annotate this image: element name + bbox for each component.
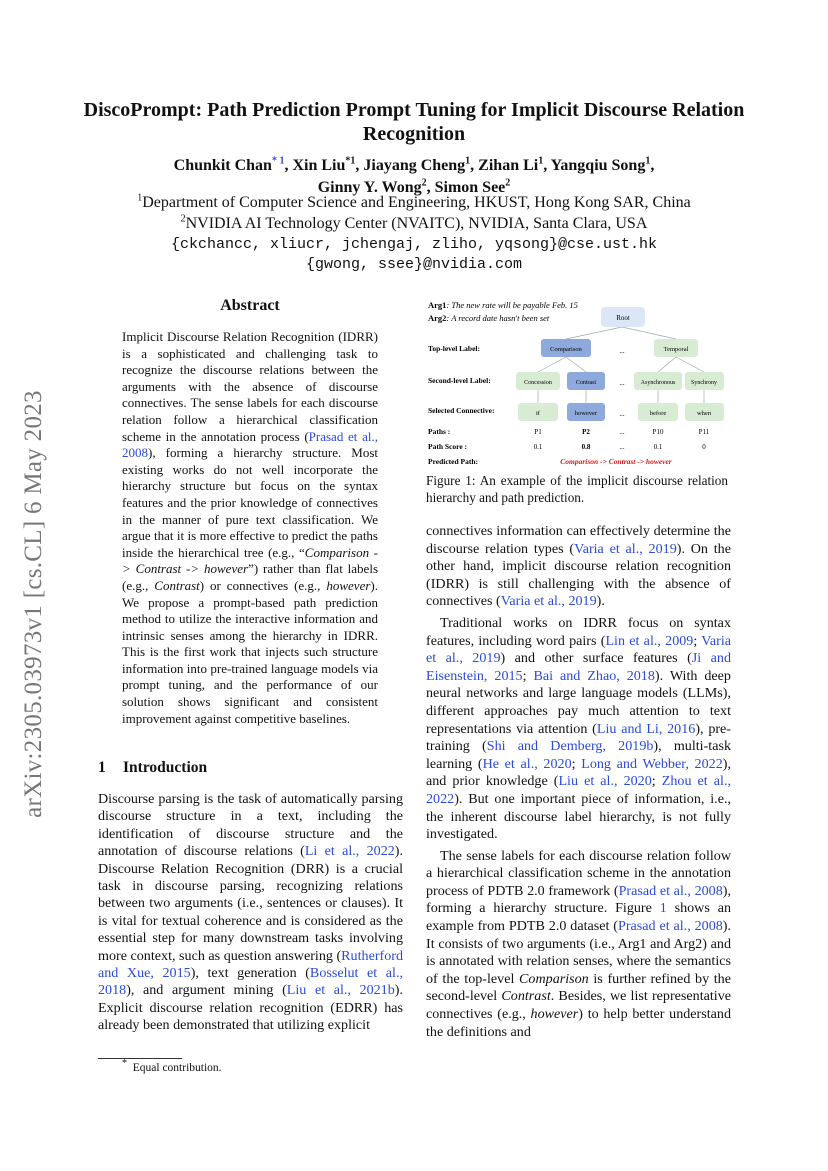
body-text: ). On the other hand, implicit discourse relation recognition (IDRR) is still challenging with the absence of connectives (: [426, 540, 731, 610]
author: Yangqiu Song: [550, 157, 646, 174]
citation-link[interactable]: Ji and Eisenstein, 2015: [426, 650, 731, 684]
citation-link[interactable]: He et al., 2020: [482, 755, 572, 772]
paragraph: [426, 523, 731, 611]
body-text: ), and argument mining (: [126, 982, 287, 999]
body-text: ). Explicit discourse relation recognition (EDRR) has already been demonstrated that utilizing explicit: [98, 982, 403, 1034]
citation-link[interactable]: Li et al., 2022: [304, 843, 395, 860]
abstract-body: [122, 329, 378, 727]
figure-caption: Figure 1: An example of the implicit discourse relation hierarchy and path prediction.: [426, 473, 728, 505]
intro-paragraph: [98, 791, 403, 1035]
paths-label: Paths :: [428, 427, 451, 436]
paper-title: DiscoPrompt: Path Prediction Prompt Tuning for Implicit Discourse Relation Recognition: [83, 99, 745, 145]
author-sup: * 1: [271, 155, 285, 167]
path-value: P11: [698, 428, 710, 436]
body-text: ) and other surface features (: [500, 650, 692, 667]
path-value: P10: [652, 428, 664, 436]
body-text: ;: [522, 667, 534, 684]
affiliation: [80, 213, 748, 234]
body-text: ). Discourse Relation Recognition (DRR) is a crucial task in discourse parsing, recognizing relations between two arguments (i.e., sentences or clauses). It is vital for textual coherence and is considered as the essential step for many downstream tasks involving more context, such as question answering (: [98, 843, 404, 964]
email-list: [80, 235, 748, 275]
citation-link[interactable]: Rutherford and Xue, 2015: [98, 947, 403, 982]
body-text: ), pre-training (: [426, 720, 732, 755]
path-value: P1: [534, 428, 542, 436]
citation-link[interactable]: Varia et al., 2019: [500, 593, 597, 610]
email-line: {ckchancc, xliucr, jchengaj, zliho, yqsong}@cse.ust.hk: [170, 236, 658, 253]
node-label: if: [536, 410, 540, 417]
ellipsis: ...: [619, 379, 625, 387]
citation-link[interactable]: Lin et al., 2009: [605, 632, 694, 649]
author: Ginny Y. Wong: [317, 179, 422, 196]
body-text: is further refined by the second-level: [426, 970, 731, 1005]
abstract-emphasis: Comparison -> Contrast -> however: [122, 544, 378, 577]
footnote-text: Equal contribution.: [132, 1062, 222, 1074]
node-label: Comparison: [550, 346, 582, 353]
author: Xin Liu: [292, 157, 346, 174]
author: Chunkit Chan: [173, 157, 272, 174]
section-title: Introduction: [123, 759, 208, 776]
body-text: ), text generation (: [190, 965, 310, 982]
abstract-text: ”) rather than flat labels (e.g.,: [122, 561, 378, 593]
node-label: Contrast: [575, 380, 597, 386]
section-heading-introduction: [98, 759, 398, 777]
affiliation: [80, 192, 748, 213]
body-text: connectives information can effectively determine the discourse relation types (: [426, 523, 731, 557]
body-text: ). It consists of two arguments (i.e., Arg1 and Arg2) and is annotated with relation senses, where the semantics of the top-level: [426, 918, 732, 987]
body-text: ;: [571, 755, 582, 772]
body-text: . Besides, we list representative connectives (e.g.,: [426, 988, 731, 1023]
body-text: ). With deep neural networks and large language models (LLMs), different approaches pay much attention to text representations via attention (: [426, 667, 731, 737]
citation-link[interactable]: Zhou et al., 2022: [426, 773, 731, 807]
arxiv-stamp: [14, 366, 54, 842]
abstract-emphasis: Contrast: [154, 577, 200, 593]
abstract-text: ), forming a hierarchy structure. Most existing works do not well incorporate the hierarchy structure but focus on the syntax features and the prior knowledge of connectives in the manner of pure text classification. We argue that it is more effective to predict the paths inside the hierarchical tree (e.g., “: [122, 445, 378, 560]
paragraph: [426, 615, 731, 844]
path-score: 0.1: [653, 443, 663, 451]
path-score: ...: [619, 443, 625, 451]
path-score-label: Path Score :: [428, 442, 468, 451]
node-label: Concession: [524, 380, 552, 386]
path-score: 0: [702, 443, 706, 451]
body-text: ).: [596, 593, 605, 610]
citation-link[interactable]: Liu et al., 2021b: [286, 982, 395, 999]
affiliation-text: Department of Computer Science and Engineering, HKUST, Hong Kong SAR, China: [142, 194, 691, 211]
paragraph: [426, 848, 731, 1042]
right-column-text: [426, 523, 731, 1041]
citation-link[interactable]: Bai and Zhao, 2018: [533, 667, 655, 684]
author: Simon See: [434, 179, 506, 196]
citation-link[interactable]: Prasad et al., 2008: [122, 428, 378, 461]
predicted-path: Comparison -> Contrast -> however: [560, 457, 672, 466]
citation-link[interactable]: Liu and Li, 2016: [596, 720, 696, 737]
body-text: ), forming a hierarchy structure. Figure: [426, 882, 731, 917]
citation-link[interactable]: Shi and Demberg, 2019b: [486, 738, 654, 755]
footnote-mark: *: [122, 1058, 127, 1070]
author-sup: 1: [538, 155, 544, 167]
node-label: Asynchronous: [640, 380, 676, 386]
body-text: Discourse parsing is the task of automatically parsing discourse structure in a text, including the identification of discourse structure and the annotation of discourse relations (: [98, 791, 403, 860]
citation-link[interactable]: Liu et al., 2020: [558, 773, 652, 790]
path-value: ...: [619, 428, 625, 436]
node-label: before: [649, 410, 667, 417]
row-label-top: Top-level Label:: [428, 344, 481, 353]
citation-link[interactable]: Varia et al., 2019: [426, 632, 732, 667]
author: Zihan Li: [478, 157, 539, 174]
root-node-label: Root: [616, 314, 630, 322]
row-label-second: Second-level Label:: [428, 376, 491, 385]
body-text: shows an example from PDTB 2.0 dataset (: [426, 900, 731, 935]
path-score: 0.1: [533, 443, 543, 451]
body-text: The sense labels for each discourse relation follow a hierarchical classification scheme in the annotation process of PDTB 2.0 framework (: [426, 847, 731, 899]
arxiv-stamp-text: arXiv:2305.03973v1 [cs.CL] 6 May 2023: [20, 390, 47, 818]
section-number: 1: [98, 759, 106, 776]
abstract-text: ). We propose a prompt-based path prediction method to utilize the interactive information and intrinsic senses among the hierarchy in IDRR. This is the first work that injects such structure information into pre-trained language models via prompt tuning, and the performance of our solution shows significant and consistent improvement against competitive baselines.: [122, 577, 378, 726]
author-line-2: Ginny Y. Wong$^2$, Simon See$^2$: [317, 177, 511, 196]
author-sup: 2: [421, 177, 427, 189]
path-value: P2: [582, 428, 590, 436]
node-label: Temporal: [663, 346, 689, 353]
node-label: however: [574, 410, 598, 417]
predicted-path-label: Predicted Path:: [428, 457, 479, 466]
ellipsis: ...: [619, 347, 625, 355]
path-score: 0.8: [581, 443, 591, 451]
body-text: ;: [693, 632, 702, 649]
abstract-text: ) or connectives (e.g.,: [199, 577, 327, 593]
citation-link[interactable]: Prasad et al., 2008: [618, 882, 723, 899]
author: Jiayang Cheng: [363, 157, 466, 174]
ellipsis: ...: [619, 410, 625, 418]
email-line: {gwong, ssee}@nvidia.com: [305, 256, 523, 273]
citation-link[interactable]: Prasad et al., 2008: [618, 918, 723, 935]
author-sup: 1: [645, 155, 651, 167]
citation-link[interactable]: Long and Webber, 2022: [581, 755, 723, 772]
tree-edges: [538, 327, 704, 403]
abstract-heading: Abstract: [220, 297, 280, 314]
body-text: ), and prior knowledge (: [426, 755, 731, 790]
emphasis: however: [530, 1006, 579, 1023]
author-sup: 1: [465, 155, 471, 167]
emphasis: Contrast: [501, 988, 551, 1005]
body-text: ;: [651, 773, 662, 790]
node-label: when: [696, 410, 712, 417]
citation-link[interactable]: Bosselut et al., 2018: [98, 965, 403, 999]
affiliations: [80, 192, 748, 234]
body-text: ) to help better understand the definitions and: [426, 1006, 731, 1040]
author-sup: *1: [345, 155, 356, 167]
figure-arg1: Arg1: The new rate will be payable Feb. 15: [428, 300, 578, 310]
body-text: Traditional works on IDRR focus on syntax features, including word pairs (: [426, 614, 731, 649]
footnote: [122, 1058, 222, 1074]
citation-link[interactable]: Varia et al., 2019: [574, 540, 677, 557]
figure-arg2: Arg2: A record date hasn't been set: [428, 313, 550, 323]
figure-hierarchy: [426, 296, 728, 468]
affiliation-sup: 1: [137, 192, 143, 204]
row-label-connective: Selected Connective:: [428, 406, 495, 415]
footnote-rule: [98, 1058, 182, 1059]
affiliation-sup: 2: [180, 213, 186, 225]
author-line-1: Chunkit Chan$^{* 1}$, Xin Liu$^{*1}$, Jiayang Cheng$^1$, Zihan Li$^1$, Yangqiu Song$^1$,: [173, 155, 655, 174]
affiliation-text: NVIDIA AI Technology Center (NVAITC), NVIDIA, Santa Clara, USA: [185, 215, 648, 232]
node-label: Synchrony: [691, 380, 717, 386]
author-sup: 2: [505, 177, 511, 189]
body-text: ), multi-task learning (: [426, 738, 731, 772]
figure-ref-link[interactable]: 1: [659, 900, 667, 917]
body-text: ). But one important piece of information, i.e., the inherent discourse label hierarchy, is not fully investigated.: [426, 790, 731, 843]
abstract-text: Implicit Discourse Relation Recognition (IDRR) is a sophisticated and challenging task to recognize the discourse relations between the arguments with the absence of discourse connectives. The sense labels for each discourse relation follow a hierarchical classification scheme in the annotation process (: [122, 329, 378, 444]
abstract-emphasis: however: [326, 577, 371, 593]
emphasis: Comparison: [519, 970, 589, 987]
